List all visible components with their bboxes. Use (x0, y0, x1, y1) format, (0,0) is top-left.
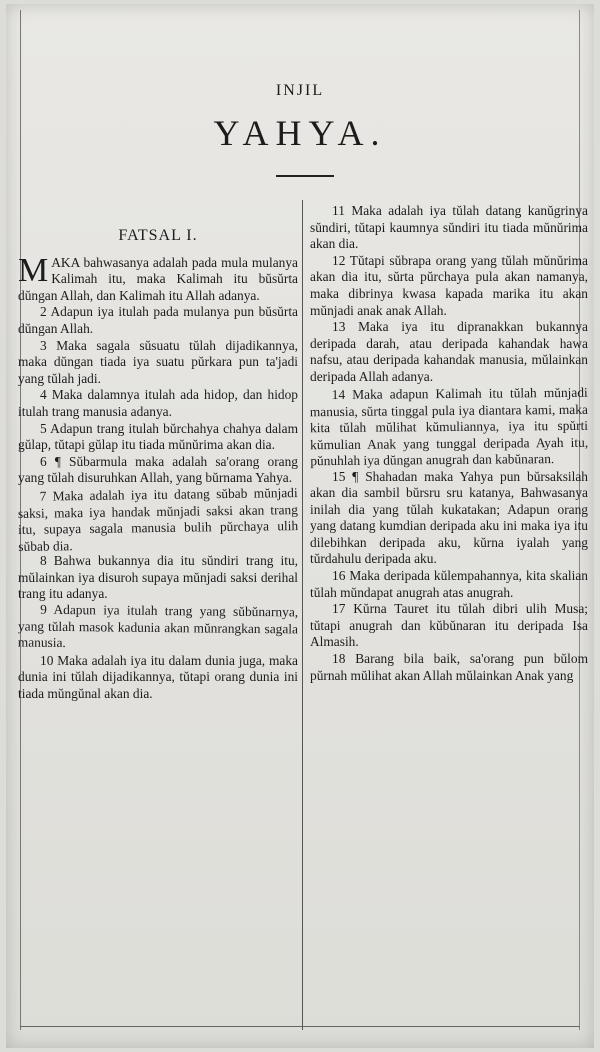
verse-17: 17 Kŭrna Tauret itu tŭlah dibri ulih Musa; tŭtapi anugrah dan kŭbŭnaran itu deripada Isa Almasih. (310, 601, 588, 650)
verse-4: 4 Maka dalamnya itulah ada hidop, dan hidop itulah trang manusia adanya. (18, 387, 298, 419)
verse-2: 2 Adapun iya itulah pada mulanya pun bŭsŭrta dŭngan Allah. (18, 304, 298, 336)
verse-11: 11 Maka adalah iya tŭlah datang kanŭgrinya sŭndiri, tŭtapi kaumnya sŭndiri itu tiada mŭnŭrima akan dia. (310, 203, 588, 252)
drop-cap: M (18, 251, 49, 289)
verse-1 (18, 251, 298, 305)
left-column (17, 227, 299, 703)
verse-10: 10 Maka adalah iya itu dalam dunia juga, maka dunia ini tŭlah dijadikannya, tŭtapi orang dunia ini tiada mŭngŭnal akan dia. (18, 652, 298, 702)
verse-18: 18 Barang bila baik, sa'orang pun bŭlom pŭrnah mŭlihat akan Allah mŭlainkan Anak yang (310, 651, 588, 683)
verse-6: 6 ¶ Sŭbarmula maka adalah sa'orang orang yang tŭlah disuruhkan Allah, yang bŭrnama Yahya. (18, 453, 298, 486)
verse-8: 8 Bahwa bukannya dia itu sŭndiri trang itu, mŭlainkan iya disuroh supaya mŭnjadi saksi derihal trang itu adanya. (18, 553, 298, 602)
verse-16: 16 Maka deripada kŭlempahannya, kita skalian tŭlah mŭndapat anugrah atas anugrah. (310, 568, 588, 600)
page-border-bottom (20, 1026, 580, 1027)
verse-14: 14 Maka adapun Kalimah itu tŭlah mŭnjadi manusia, sŭrta tinggal pula iya diantara kami, maka kita tŭlah mŭlihat kŭmuliannya, iya itu spŭrti kŭmulian Anak yang tunggal deripada Ayah itu, pŭnuhlah iya dŭngan anugrah dan kabŭnaran. (309, 384, 589, 469)
verse-3: 3 Maka sagala sŭsuatu tŭlah dijadikannya, maka dŭngan tiada iya suatu pŭrkara pun ta'jadi yang tŭlah jadi. (18, 337, 298, 386)
chapter-heading: FATSAL I. (118, 227, 198, 244)
book-title: YAHYA. (213, 113, 387, 153)
verse-12: 12 Tŭtapi sŭbrapa orang yang tŭlah mŭnŭrima akan dia itu, sŭrta pŭrchaya pula akan namanya, maka dibrinya kwasa kapada marika itu akan mŭnjadi anak anak Allah. (310, 252, 588, 318)
scanned-page (6, 4, 594, 1048)
verse-9: 9 Adapun iya itulah trang yang sŭbŭnarnya, yang tŭlah masok kadunia akan mŭnrangkan sagala manusia. (17, 601, 299, 651)
title-rule (276, 175, 334, 177)
verse-7: 7 Maka adalah iya itu datang sŭbab mŭnjadi saksi, maka iya handak mŭnjadi saksi akan trang itu, supaya sagala manusia bulih pŭrchaya ulih sŭbab dia. (17, 484, 299, 554)
book-label: INJIL (275, 82, 325, 99)
verse-15: 15 ¶ Shahadan maka Yahya pun bŭrsaksilah akan dia sambil bŭrsru sru katanya, Bahwasanya inilah dia yang tŭlah kukatakan; Adapun orang yang datang kumdian deripada aku ini maka iya itu dilebihkan deripada aku, kŭrna iyalah yang tŭrdahulu deripada aku. (310, 468, 588, 567)
verse-text: AKA bahwasanya adalah pada mula mulanya Kalimah itu, maka Kalimah itu bŭsŭrta dŭngan Allah, dan Kalimah itu Allah adanya. (18, 254, 298, 303)
verse-5: 5 Adapun trang itulah bŭrchahya chahya dalam gŭlap, tŭtapi gŭlap itu tiada mŭnŭrima akan dia. (18, 420, 298, 453)
right-column (310, 203, 588, 684)
verse-13: 13 Maka iya itu dipranakkan bukannya deripada darah, atau deripada kahandak hawa nafsu, atau deripada kahandak manusia, mŭlainkan deripada Allah adanya. (310, 319, 588, 384)
column-divider (302, 200, 303, 1030)
